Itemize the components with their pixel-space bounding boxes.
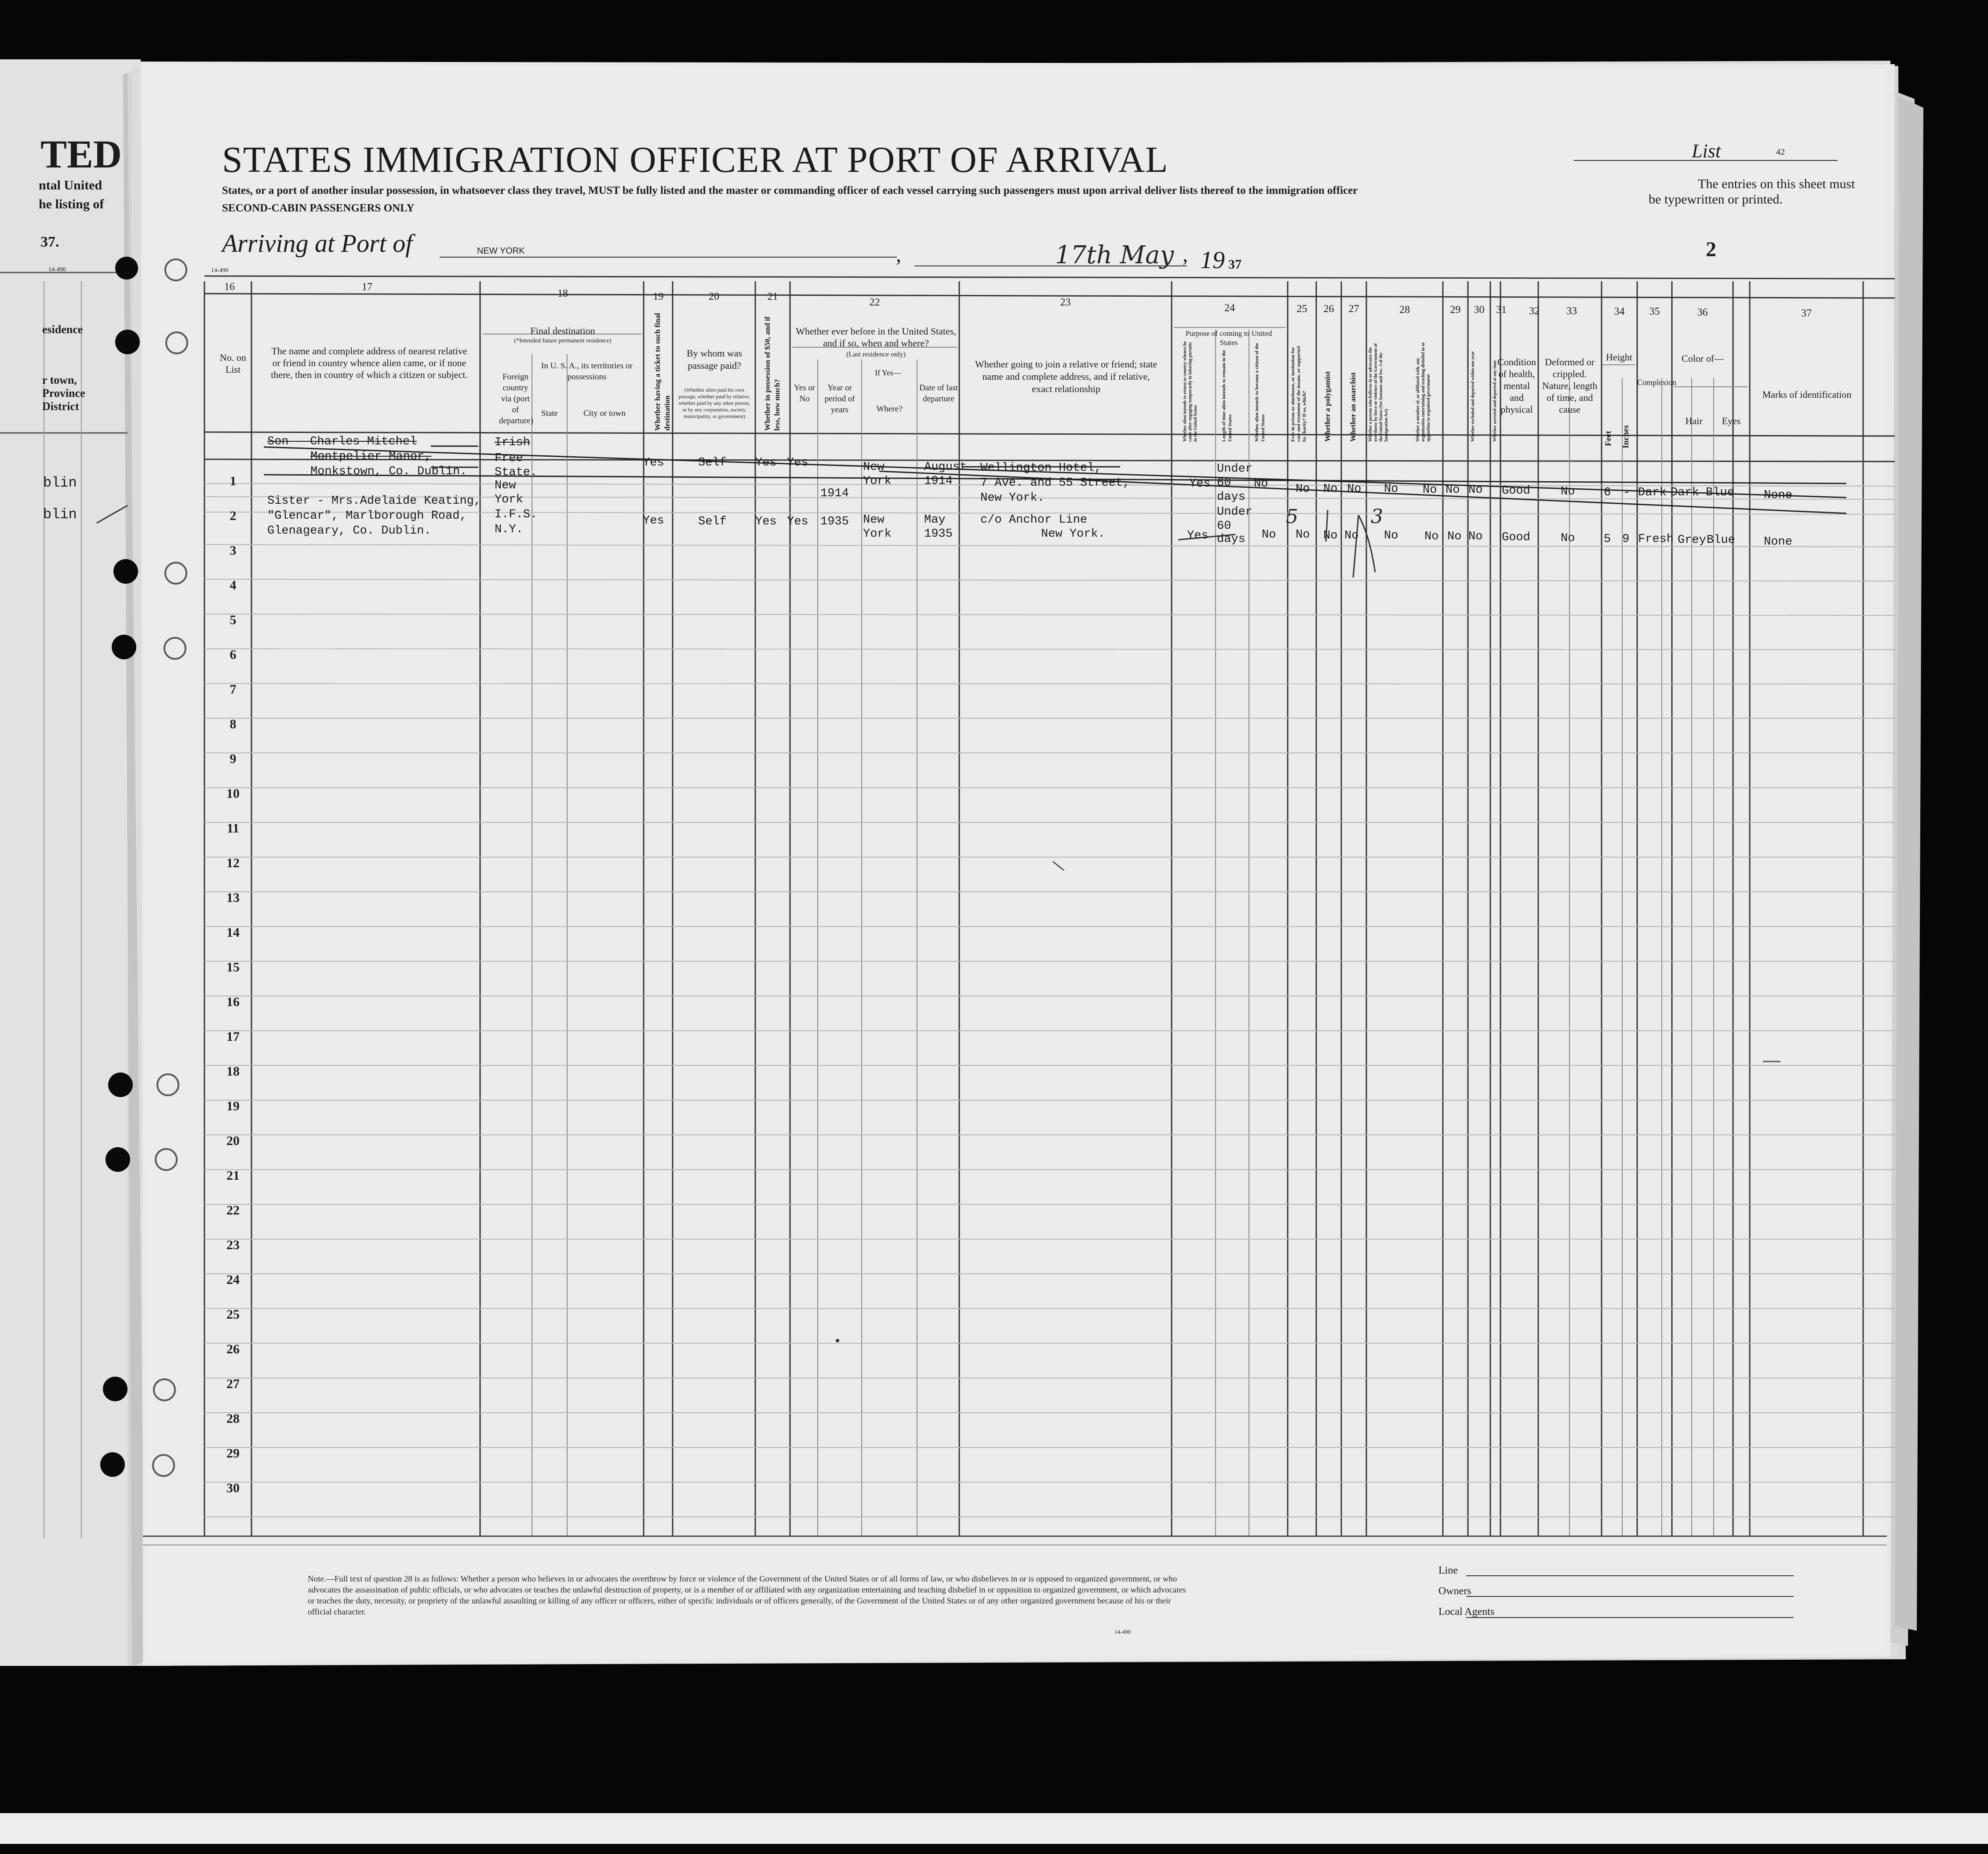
header-final-destination: Final destination — [530, 325, 595, 336]
row-number: 10 — [226, 786, 240, 801]
row-2-departure-line-2: 1935 — [924, 527, 953, 541]
header-deformed: Deformed or crippled. Nature, length of time, and cause — [1542, 356, 1598, 415]
row-number: 22 — [226, 1203, 240, 1218]
row-2-join-line-1: c/o Anchor Line — [980, 513, 1088, 527]
row-number: 5 — [229, 613, 237, 627]
row-1-foreign-line-2: Free — [495, 452, 523, 465]
row-2-hair: Grey — [1678, 534, 1706, 547]
row-1-foreign-line-1: Irish — [495, 436, 531, 449]
row-2-foreign-line-1: New — [495, 479, 516, 492]
row-number: 17 — [226, 1029, 240, 1044]
row-number: 29 — [226, 1446, 240, 1461]
row-1-year-marginal: 1914 — [820, 487, 849, 500]
row-number: 19 — [226, 1099, 240, 1113]
row-1-relative-line-3: Monkstown, Co. Dublin. — [310, 465, 467, 478]
header-anarchist: Whether an anarchist — [1349, 372, 1357, 442]
row-number: 18 — [226, 1064, 240, 1079]
entries-note-1: The entries on this sheet must — [1698, 177, 1855, 191]
header-going-to-join: Whether going to join a relative or friend; state name and complete address, and if relative, exact relationship — [975, 359, 1158, 394]
left-page-col-label-1: esidence — [42, 323, 83, 336]
row-1-relative-line-2: Montpelier Manor, — [310, 450, 432, 463]
entries-note-2: be typewritten or printed. — [1649, 192, 1783, 207]
row-2-prison: No — [1296, 528, 1310, 542]
handwritten-5: 5 — [1286, 505, 1298, 528]
header-marks: Marks of identification — [1762, 389, 1852, 400]
header-purpose-return: Whether alien intends to return to country whence he came after engaging temporarily in laboring pursuits in the United States — [1183, 341, 1198, 442]
row-2-where-line-1: New — [863, 513, 885, 527]
page-title: STATES IMMIGRATION OFFICER AT PORT OF ARRIVAL — [222, 139, 1169, 180]
row-2-foreign-line-4: N.Y. — [495, 523, 523, 536]
row-1-join-line-2: 7 Ave. and 55 Street, — [980, 476, 1130, 490]
header-passage-paid: By whom was passage paid? — [687, 348, 742, 371]
row-2-anarchist: No — [1344, 529, 1359, 542]
header-color-of: Color of— — [1682, 353, 1724, 364]
header-statement: States, or a port of another insular possession, in whatsoever class they travel, MUST be fully listed and the master or commanding officer of each vessel carrying such passengers must upon arrival deliver lists thereof to the immigration officer — [222, 185, 1358, 196]
row-2-year: 1935 — [820, 515, 849, 528]
row-1-excluded: No — [1445, 483, 1460, 497]
row-number: 1 — [229, 474, 237, 488]
row-1-relative-line-1: Son - Charles Mitchel — [267, 435, 417, 448]
list-label: List — [1692, 140, 1721, 162]
row-1-citizen: No — [1254, 477, 1268, 491]
row-2-fifty-dollars: Yes — [755, 515, 777, 528]
row-1-marks: None — [1764, 489, 1792, 502]
col-number-34: 34 — [1614, 306, 1625, 317]
row-number: 26 — [226, 1342, 240, 1356]
col-number-30: 30 — [1474, 304, 1485, 316]
row-1-fifty-dollars: Yes — [755, 456, 777, 469]
left-page-row-2: blin — [43, 506, 77, 523]
col-number-26: 26 — [1323, 303, 1334, 315]
col-number-18: 18 — [557, 288, 568, 299]
header-purpose-length: Length of time alien intends to remain in the United States — [1221, 350, 1233, 442]
row-2-where-line-2: York — [863, 527, 892, 541]
row-1-deported: No — [1468, 483, 1483, 497]
row-1-health: Good — [1502, 484, 1530, 498]
row-number: 13 — [226, 891, 240, 905]
col-number-27: 27 — [1348, 303, 1359, 315]
header-foreign-country: Foreign country via (port of departure) — [499, 372, 534, 425]
row-1-complexion: Dark — [1638, 486, 1667, 499]
row-2-foreign-line-3: I.F.S. — [495, 508, 538, 521]
port-value: NEW YORK — [477, 246, 525, 256]
year-suffix: 37 — [1228, 257, 1242, 272]
row-2-inches: 9 — [1622, 533, 1630, 546]
row-2-purpose: Yes — [1187, 529, 1209, 542]
row-2-relative-line-2: "Glencar", Marlborough Road, — [267, 509, 467, 523]
col-number-24: 24 — [1224, 302, 1235, 314]
header-year: Year or period of years — [824, 383, 855, 414]
row-2-feet: 5 — [1604, 533, 1611, 546]
col-number-16: 16 — [224, 281, 235, 293]
row-2-length-line-2: 60 — [1217, 520, 1231, 533]
header-purpose-citizen: Whether alien intends to become a citizen of the United States — [1254, 343, 1266, 442]
row-number: 4 — [229, 578, 237, 593]
row-number: 9 — [229, 752, 237, 766]
header-ticket: Whether having a ticket to such final destination — [653, 313, 671, 431]
row-number: 24 — [226, 1272, 240, 1287]
row-2-ticket: Yes — [643, 514, 664, 527]
row-1-organization: No — [1423, 483, 1437, 497]
row-2-departure-line-1: May — [924, 513, 946, 527]
header-final-destination-sub: (*Intended future permanent residence) — [514, 338, 612, 344]
row-2-passage-paid: Self — [698, 515, 727, 528]
row-number: 12 — [226, 856, 240, 870]
left-page-year: 37. — [40, 234, 59, 250]
arriving-label: Arriving at Port of — [222, 229, 413, 258]
row-1-length-line-3: days — [1217, 491, 1245, 504]
col-number-37: 37 — [1801, 308, 1812, 319]
handwritten-3: 3 — [1371, 505, 1383, 528]
row-number: 30 — [226, 1481, 240, 1495]
header-if-yes: If Yes— — [874, 368, 901, 377]
row-1-passage-paid: Self — [698, 456, 727, 469]
row-1-join-line-3: New York. — [980, 491, 1045, 505]
header-health: Condition of health, mental and physical — [1497, 356, 1536, 415]
row-number: 20 — [226, 1134, 240, 1148]
header-city: City or town — [583, 409, 626, 418]
row-2-health: Good — [1502, 531, 1530, 544]
row-2-length-line-1: Under — [1217, 505, 1253, 519]
row-2-complexion: Fresh — [1638, 533, 1674, 546]
sheet-number: 2 — [1706, 238, 1716, 261]
header-ever-before: Whether ever before in the United States, and if so, when and where? — [796, 326, 956, 349]
footer-agents-label: Local Agents — [1438, 1606, 1495, 1618]
left-page-col-label-2: r town, — [42, 374, 77, 386]
row-2-ever-before: Yes — [787, 515, 808, 528]
row-1-inches: - — [1623, 486, 1631, 499]
header-fifty-dollars: Whether in possession of $50, and if less, how much? — [763, 316, 781, 431]
header-eyes: Eyes — [1722, 415, 1741, 426]
row-2-citizen: No — [1262, 528, 1276, 542]
col-number-35: 35 — [1649, 306, 1660, 317]
col-number-32: 32 — [1529, 305, 1540, 317]
row-1-feet: 6 — [1604, 486, 1611, 499]
row-2-relative-line-1: Sister - Mrs.Adelaide Keating, — [267, 494, 481, 508]
row-number: 21 — [226, 1168, 240, 1183]
header-relative-address: The name and complete address of nearest relative or friend in country whence alien came, or if none there, then in country of which a citizen or subject. — [271, 345, 468, 380]
header-prison: Ever in prison or almshouse, or institution for care and treatment of the insane, or supported by charity? If so, which? — [1290, 346, 1307, 442]
left-page-col-label-4: District — [42, 400, 79, 413]
col-number-25: 25 — [1296, 303, 1307, 315]
row-number: 28 — [226, 1411, 240, 1426]
row-number: 25 — [226, 1307, 240, 1322]
header-hair: Hair — [1685, 415, 1703, 426]
header-last-departure: Date of last departure — [919, 383, 958, 404]
row-1-hair: Dark — [1671, 486, 1699, 499]
header-polygamist: Whether a polygamist — [1323, 371, 1332, 442]
row-2-relative-line-3: Glenageary, Co. Dublin. — [267, 524, 431, 538]
row-2-eyes: Blue — [1707, 534, 1735, 547]
row-2-polygamist: No — [1323, 529, 1338, 542]
year-prefix: 19 — [1200, 247, 1225, 274]
row-number: 27 — [226, 1377, 240, 1391]
row-number: 16 — [226, 995, 240, 1009]
row-1-eyes: Blue — [1706, 486, 1734, 499]
comma-mark-2: , — [1183, 243, 1188, 266]
row-2-marks: None — [1764, 535, 1792, 549]
col-number-17: 17 — [362, 281, 372, 293]
left-page-col-label-3: Province — [42, 387, 85, 400]
footer-owners-label: Owners — [1438, 1585, 1471, 1597]
row-2-organization: No — [1424, 530, 1439, 543]
row-number: 11 — [226, 821, 240, 836]
left-page-line-1: ntal United — [39, 178, 102, 193]
row-2-foreign-line-2: York — [495, 493, 523, 506]
col-number-28: 28 — [1399, 304, 1410, 316]
header-organization: Whether a member of, or affiliated with, any organization entertaining and teaching disbelief in or opposition to organized government — [1416, 342, 1431, 442]
row-1-length-line-2: 60 — [1217, 476, 1231, 490]
row-2-deformed: No — [1561, 532, 1575, 545]
left-page-row-1: blin — [43, 475, 77, 491]
row-1-overthrow: No — [1384, 483, 1398, 496]
header-inches: Inches — [1621, 425, 1631, 448]
row-number: 8 — [229, 717, 237, 731]
header-excluded: Whether excluded and deported within one year — [1471, 351, 1475, 442]
header-height: Height — [1606, 352, 1632, 363]
footer-note: Note.—Full text of question 28 is as follows: Whether a person who believes in or advocates the overthrow by force or violence of the Government of the United States or of all forms of law, or who disbelieves in or is opposed to organized government, or who advocates the assassination of public officials, or who advocates or teaches the unlawful destruction of property, or is a member of or affiliated with any organization entertaining and teaching disbelief in or opposition to organized government, or which advocates or teaches the duty, necessity, or propriety of the unlawful assaulting or killing of any officer or officers, either of specific individuals or of officers generally, of the Government of the United States or of any other organized government because of his or their official character. — [308, 1574, 1186, 1617]
row-1-foreign-line-3: State. — [495, 466, 538, 479]
row-1-join-line-1: Wellington Hotel, — [980, 462, 1102, 475]
header-last-residence: (Last residence only) — [846, 351, 906, 358]
row-1-polygamist: No — [1323, 483, 1338, 496]
row-2-join-line-2: New York. — [1041, 527, 1105, 541]
row-1-departure-line-2: 1914 — [924, 475, 953, 488]
row-2-deported: No — [1468, 530, 1483, 543]
row-number: 2 — [229, 509, 237, 523]
row-number: 14 — [226, 925, 240, 940]
list-number: 42 — [1776, 147, 1785, 157]
row-1-where-line-1: New — [863, 461, 885, 474]
header-yes-or-no: Yes or No — [794, 383, 816, 404]
header-purpose: Purpose of coming to United States — [1185, 329, 1272, 347]
row-2-excluded: No — [1447, 530, 1462, 543]
col-number-22: 22 — [869, 297, 880, 308]
row-number: 15 — [226, 960, 240, 974]
row-1-deformed: No — [1561, 485, 1575, 498]
header-deported: Whether arrested and deported at any time — [1493, 360, 1497, 442]
header-in-usa: In U. S. A., its territories or possessions — [541, 361, 633, 382]
header-state: State — [541, 409, 558, 418]
col-number-23: 23 — [1060, 297, 1071, 308]
row-number: 23 — [226, 1238, 240, 1252]
left-page-form-code: 14-490 — [48, 266, 66, 273]
row-number: 3 — [229, 543, 237, 558]
header-passage-note: (Whether alien paid his own passage, whether paid by relative, whether paid by any other person, or by any corporation, society, municipality, or government) — [678, 387, 750, 419]
col-number-36: 36 — [1697, 307, 1708, 318]
header-feet: Feet — [1604, 431, 1613, 446]
row-1-length-line-1: Under — [1217, 462, 1253, 476]
row-1-ticket: Yes — [643, 456, 664, 469]
header-complexion: Complexion — [1637, 378, 1676, 387]
row-1-prison: No — [1296, 483, 1310, 496]
left-page-line-2: he listing of — [39, 197, 104, 211]
col-number-29: 29 — [1450, 304, 1461, 316]
col-number-20: 20 — [709, 291, 719, 302]
comma-mark: , — [896, 243, 901, 266]
row-2-overthrow: No — [1384, 529, 1398, 542]
footer-form-code: 14-490 — [1114, 1629, 1131, 1635]
row-1-departure-line-1: August — [924, 461, 967, 474]
col-number-33: 33 — [1566, 305, 1577, 317]
row-1-where-line-2: York — [863, 475, 892, 488]
form-code-top: 14-490 — [211, 267, 229, 274]
row-number: 7 — [229, 682, 237, 697]
col-number-19: 19 — [653, 291, 664, 302]
footer-line-label: Line — [1438, 1565, 1458, 1576]
col-number-31: 31 — [1496, 304, 1507, 316]
header-where: Where? — [876, 404, 903, 414]
header-overthrow: Whether a person who believes in or advocates the overthrow by force or violence of the Government of the United States (See footnote and Sec. 3 of the Immigration Act) — [1368, 343, 1389, 442]
row-1-ever-before: Yes — [787, 456, 808, 469]
arrival-date: 17th May — [1055, 241, 1174, 269]
row-1-purpose: Yes — [1189, 477, 1211, 491]
row-1-anarchist: No — [1347, 483, 1362, 496]
row-number: 6 — [229, 647, 237, 662]
left-page-title: TED — [40, 133, 122, 176]
header-no-on-list: No. on List — [220, 352, 246, 375]
col-number-21: 21 — [767, 291, 778, 302]
row-2-length-line-3: days — [1217, 533, 1245, 546]
class-note: SECOND-CABIN PASSENGERS ONLY — [222, 202, 415, 214]
